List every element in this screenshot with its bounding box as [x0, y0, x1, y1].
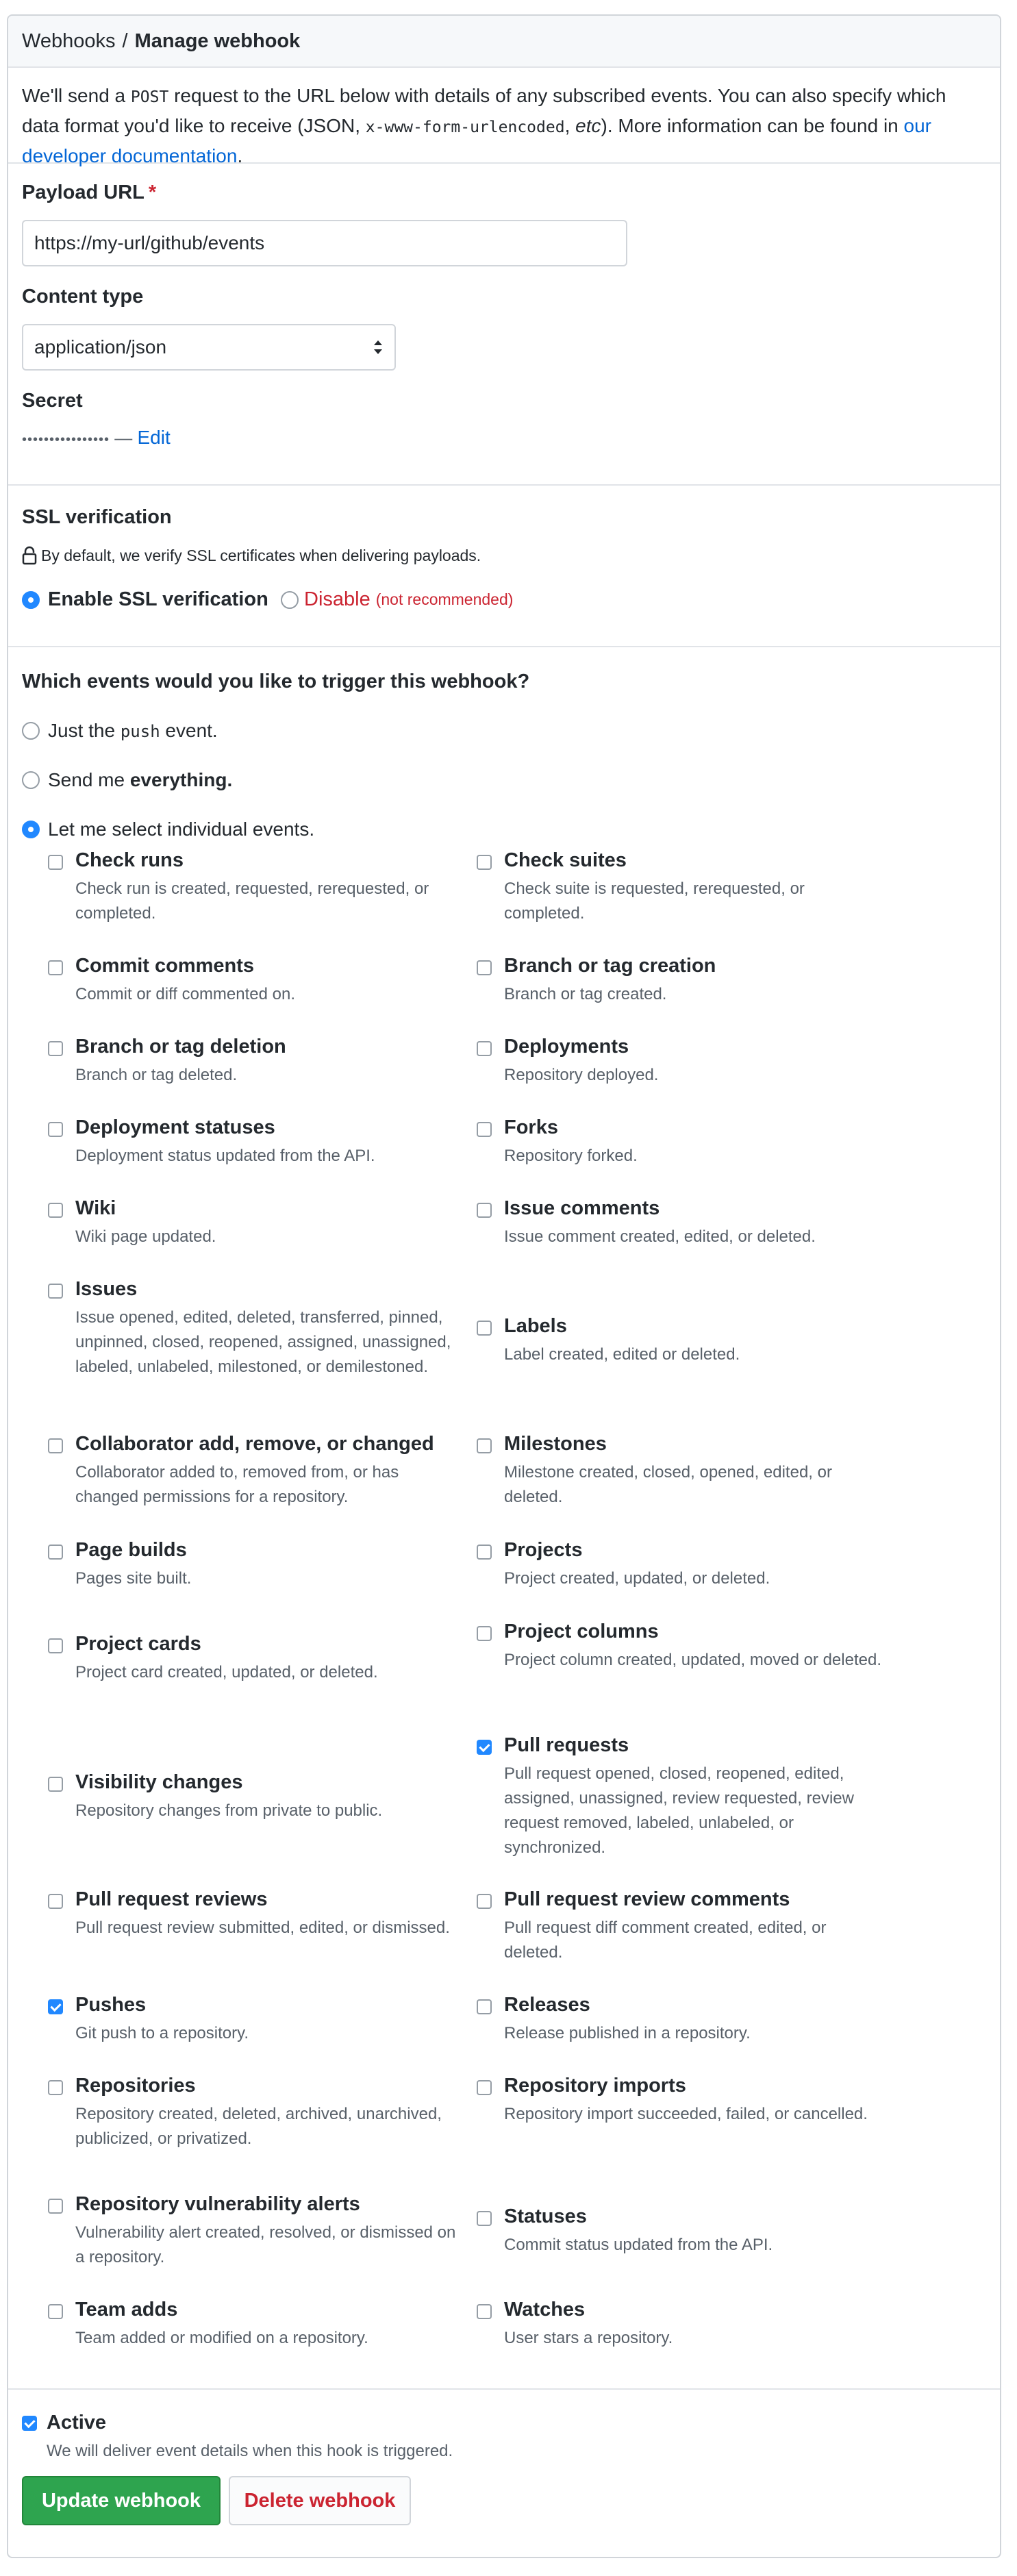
event-description: Pull request review submitted, edited, or dismissed.	[75, 1918, 450, 1937]
event-checkbox[interactable]	[48, 2080, 63, 2095]
event-description: Release published in a repository.	[504, 2024, 751, 2042]
intro-line-2: data format you'd like to receive (JSON, x-www-form-urlencoded, etc). More information can be found in our	[22, 115, 931, 136]
event-description: Team added or modified on a repository.	[75, 2329, 368, 2347]
event-title: Page builds	[75, 1539, 187, 1561]
ssl-note: By default, we verify SSL certificates when delivering payloads.	[22, 546, 481, 565]
ssl-enable-radio[interactable]	[22, 591, 40, 609]
event-checkbox[interactable]	[477, 1438, 492, 1453]
content-type-select[interactable]	[22, 324, 396, 371]
event-checkbox[interactable]	[48, 1545, 63, 1560]
breadcrumb-separator: /	[122, 29, 128, 52]
event-title: Wiki	[75, 1197, 116, 1219]
events-question: Which events would you like to trigger this webhook?	[22, 671, 530, 692]
event-checkbox[interactable]	[477, 1545, 492, 1560]
event-description: Commit or diff commented on.	[75, 985, 296, 1003]
event-title: Labels	[504, 1315, 567, 1337]
intro-line-3: developer documentation.	[22, 145, 243, 166]
lock-icon	[22, 546, 37, 565]
ssl-enable-label: Enable SSL verification	[48, 588, 268, 610]
event-checkbox[interactable]	[48, 1894, 63, 1909]
send-everything-radio[interactable]	[22, 771, 40, 789]
select-arrows-icon	[373, 338, 384, 356]
event-checkbox[interactable]	[477, 1321, 492, 1336]
event-title: Pull request review comments	[504, 1888, 790, 1910]
event-description: Issue comment created, edited, or deleted.	[504, 1227, 816, 1246]
event-title: Deployments	[504, 1036, 629, 1058]
event-title: Team adds	[75, 2299, 178, 2321]
event-title: Milestones	[504, 1433, 607, 1455]
page-title: Manage webhook	[134, 29, 301, 52]
breadcrumb	[8, 16, 1000, 68]
content-type-value: application/json	[34, 336, 167, 358]
send-everything-option[interactable]	[22, 769, 232, 791]
just-push-option[interactable]	[22, 720, 218, 742]
event-checkbox[interactable]	[477, 855, 492, 870]
event-checkbox[interactable]	[48, 1777, 63, 1792]
events-section	[8, 647, 1000, 2390]
select-individual-label: Let me select individual events.	[48, 818, 315, 840]
event-description: Pull request opened, closed, reopened, edited, assigned, unassigned, review requested, review request removed, labeled, unlabeled, or synchronized.	[504, 1764, 854, 1857]
event-description: Repository deployed.	[504, 1066, 659, 1084]
ssl-enable-option[interactable]	[22, 588, 268, 611]
event-description: Check suite is requested, rerequested, or completed.	[504, 879, 805, 923]
event-title: Repository vulnerability alerts	[75, 2193, 360, 2215]
event-checkbox[interactable]	[48, 960, 63, 975]
secret-masked-value: ••••••••••••••••	[22, 432, 110, 447]
event-title: Issues	[75, 1278, 138, 1300]
event-description: Repository forked.	[504, 1147, 638, 1165]
developer-documentation-link[interactable]: developer documentation	[22, 145, 238, 166]
delete-webhook-button[interactable]: Delete webhook	[229, 2476, 411, 2525]
secret-edit-link[interactable]: Edit	[137, 427, 171, 448]
event-description: Commit status updated from the API.	[504, 2236, 773, 2254]
event-title: Watches	[504, 2299, 586, 2321]
event-title: Check runs	[75, 849, 184, 871]
ssl-disable-option[interactable]	[281, 588, 513, 611]
event-checkbox[interactable]	[48, 1999, 63, 2014]
event-title: Project cards	[75, 1633, 201, 1655]
secret-row	[22, 427, 171, 449]
event-description: Wiki page updated.	[75, 1227, 216, 1246]
event-checkbox[interactable]	[477, 1999, 492, 2014]
event-description: Milestone created, closed, opened, edited, or deleted.	[504, 1463, 832, 1506]
event-checkbox[interactable]	[477, 2211, 492, 2226]
event-checkbox[interactable]	[477, 1203, 492, 1218]
secret-dash: —	[114, 427, 133, 448]
event-checkbox[interactable]	[48, 1438, 63, 1453]
event-checkbox[interactable]	[477, 1122, 492, 1137]
intro-section	[8, 68, 1000, 164]
event-checkbox[interactable]	[477, 2304, 492, 2319]
event-checkbox[interactable]	[48, 1203, 63, 1218]
ssl-not-recommended: (not recommended)	[375, 590, 514, 608]
event-description: Deployment status updated from the API.	[75, 1147, 375, 1165]
event-checkbox[interactable]	[477, 1894, 492, 1909]
active-section	[8, 2390, 1000, 2558]
event-checkbox[interactable]	[48, 1284, 63, 1299]
event-title: Forks	[504, 1116, 558, 1138]
ssl-label: SSL verification	[22, 506, 172, 528]
event-checkbox[interactable]	[477, 1041, 492, 1056]
event-description: User stars a repository.	[504, 2329, 673, 2347]
event-description: Branch or tag deleted.	[75, 1066, 238, 1084]
event-checkbox[interactable]	[477, 1626, 492, 1641]
post-code: POST	[130, 88, 169, 106]
payload-url-input[interactable]: https://my-url/github/events	[22, 220, 627, 266]
event-checkbox[interactable]	[477, 960, 492, 975]
event-description: Branch or tag created.	[504, 985, 667, 1003]
event-title: Issue comments	[504, 1197, 660, 1219]
event-checkbox[interactable]	[48, 1041, 63, 1056]
select-individual-radio[interactable]	[22, 821, 40, 838]
event-checkbox[interactable]	[48, 1122, 63, 1137]
event-description: Repository import succeeded, failed, or cancelled.	[504, 2105, 868, 2123]
event-checkbox[interactable]	[477, 2080, 492, 2095]
event-title: Project columns	[504, 1621, 659, 1642]
event-title: Pushes	[75, 1994, 147, 2016]
event-title: Repositories	[75, 2075, 196, 2097]
breadcrumb-webhooks-link[interactable]: Webhooks	[22, 29, 116, 52]
send-everything-label: Send me everything.	[48, 769, 233, 790]
secret-label: Secret	[22, 390, 83, 412]
event-title: Deployment statuses	[75, 1116, 275, 1138]
event-title: Commit comments	[75, 955, 255, 977]
event-title: Check suites	[504, 849, 627, 871]
content-type-label: Content type	[22, 286, 144, 308]
ssl-disable-radio[interactable]	[281, 591, 299, 609]
just-push-radio[interactable]	[22, 722, 40, 740]
event-title: Repository imports	[504, 2075, 686, 2097]
event-description: Issue opened, edited, deleted, transferred, pinned, unpinned, closed, reopened, assigned, unassigned, labeled, unlabeled, milestoned, or demilestoned.	[75, 1308, 451, 1376]
event-title: Releases	[504, 1994, 590, 2016]
event-title: Visibility changes	[75, 1771, 243, 1793]
event-description: Vulnerability alert created, resolved, or dismissed on a repository.	[75, 2223, 456, 2266]
event-description: Repository changes from private to public.	[75, 1801, 383, 1820]
event-description: Pages site built.	[75, 1569, 192, 1588]
event-description: Label created, edited or deleted.	[504, 1345, 740, 1364]
event-title: Branch or tag creation	[504, 955, 716, 977]
active-description: We will deliver event details when this hook is triggered.	[47, 2442, 453, 2460]
event-title: Pull requests	[504, 1734, 629, 1756]
event-title: Branch or tag deletion	[75, 1036, 286, 1058]
event-description: Repository created, deleted, archived, unarchived, publicized, or privatized.	[75, 2105, 442, 2148]
active-checkbox[interactable]	[22, 2416, 37, 2431]
event-description: Check run is created, requested, rerequested, or completed.	[75, 879, 429, 923]
event-title: Pull request reviews	[75, 1888, 268, 1910]
select-individual-option[interactable]	[22, 818, 314, 840]
event-checkbox[interactable]	[48, 2304, 63, 2319]
update-webhook-button[interactable]: Update webhook	[22, 2476, 221, 2525]
settings-section	[8, 164, 1000, 486]
event-description: Git push to a repository.	[75, 2024, 249, 2042]
event-description: Pull request diff comment created, edited, or deleted.	[504, 1918, 827, 1962]
ssl-disable-label: Disable	[304, 588, 371, 610]
event-title: Collaborator add, remove, or changed	[75, 1433, 434, 1455]
event-description: Project card created, updated, or deleted.	[75, 1663, 378, 1681]
ssl-section	[8, 486, 1000, 647]
event-description: Project column created, updated, moved or deleted.	[504, 1651, 881, 1669]
payload-url-label: Payload URL *	[22, 182, 157, 203]
event-title: Projects	[504, 1539, 583, 1561]
intro-line-1: We'll send a POST request to the URL below with details of any subscribed events. You can also specify which	[22, 85, 946, 106]
event-checkbox[interactable]	[48, 2199, 63, 2214]
event-description: Project created, updated, or deleted.	[504, 1569, 770, 1588]
event-checkbox[interactable]	[48, 855, 63, 870]
just-push-label: Just the push event.	[48, 720, 218, 741]
active-label: Active	[47, 2412, 107, 2434]
event-checkbox[interactable]	[477, 1740, 492, 1755]
event-description: Collaborator added to, removed from, or has changed permissions for a repository.	[75, 1463, 399, 1506]
event-checkbox[interactable]	[48, 1638, 63, 1653]
webhook-panel	[7, 14, 1001, 2558]
required-indicator: *	[148, 182, 157, 203]
event-title: Statuses	[504, 2205, 587, 2227]
docs-link-part-1[interactable]: our	[903, 115, 931, 136]
urlencoded-code: x-www-form-urlencoded	[365, 118, 565, 136]
